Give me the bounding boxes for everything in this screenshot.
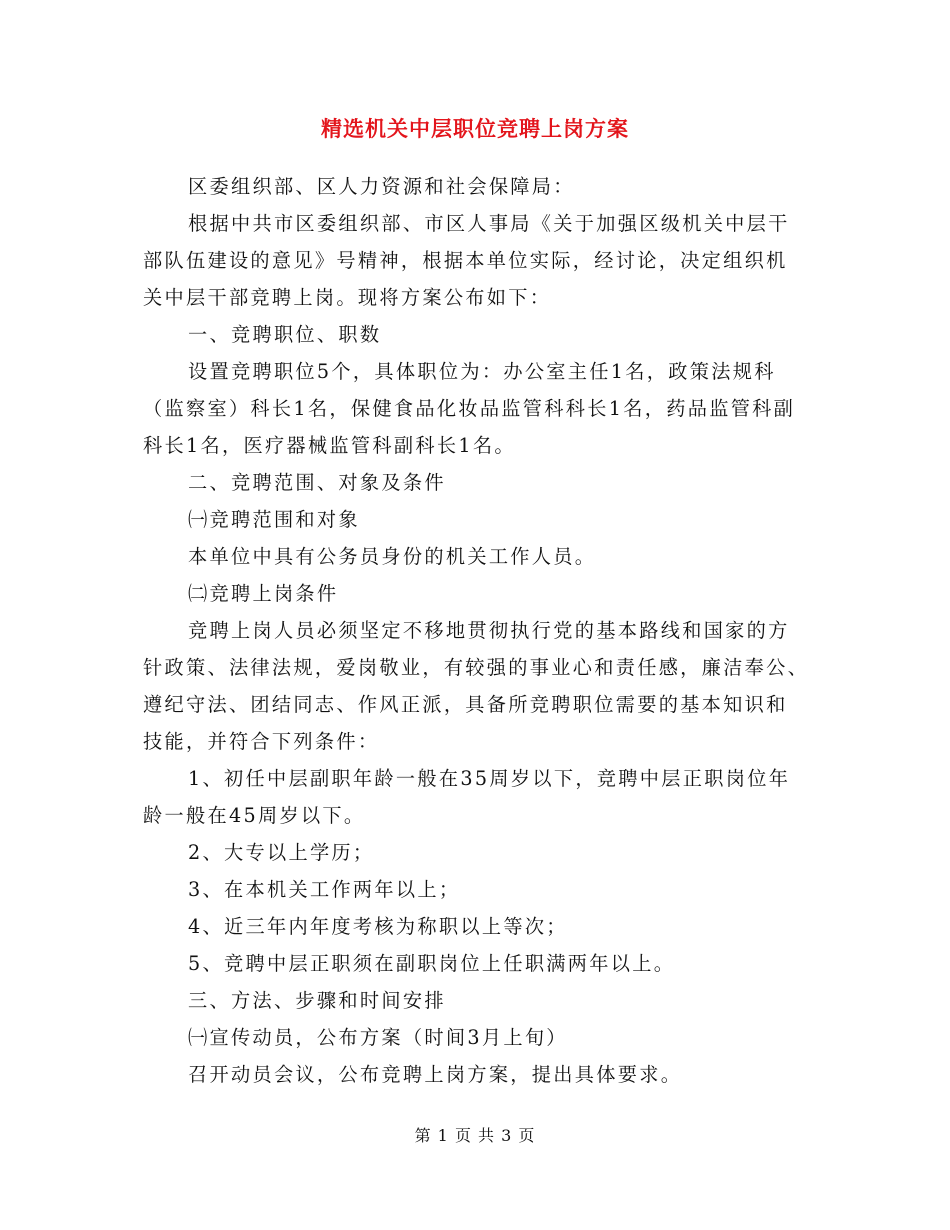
list-item: 1、初任中层副职年龄一般在35周岁以下，竞聘中层正职岗位年	[188, 767, 791, 790]
document-title: 精选机关中层职位竞聘上岗方案	[321, 116, 629, 141]
body-line: 科长1名，医疗器械监管科副科长1名。	[143, 434, 516, 457]
body-line: 技能，并符合下列条件：	[143, 730, 380, 753]
body-line: 召开动员会议，公布竞聘上岗方案，提出具体要求。	[188, 1063, 683, 1086]
document-body	[143, 168, 810, 1093]
body-line: 部队伍建设的意见》号精神，根据本单位实际，经讨论，决定组织机	[143, 249, 788, 272]
list-item: 3、在本机关工作两年以上；	[188, 878, 461, 901]
subsection-heading: ㈠宣传动员，公布方案（时间3月上旬）	[188, 1026, 568, 1049]
subsection-heading: ㈠竞聘范围和对象	[188, 508, 360, 531]
body-line: 竞聘上岗人员必须坚定不移地贯彻执行党的基本路线和国家的方	[188, 619, 790, 642]
body-line: 遵纪守法、团结同志、作风正派，具备所竞聘职位需要的基本知识和	[143, 693, 788, 716]
list-item: 2、大专以上学历；	[188, 841, 375, 864]
list-item: 4、近三年内年度考核为称职以上等次；	[188, 915, 568, 938]
body-line: 本单位中具有公务员身份的机关工作人员。	[188, 545, 597, 568]
section-heading: 三、方法、步骤和时间安排	[188, 989, 446, 1012]
body-line: 龄一般在45周岁以下。	[143, 804, 366, 827]
page-footer: 第 1 页 共 3 页	[414, 1126, 536, 1145]
body-line: 区委组织部、区人力资源和社会保障局：	[188, 175, 575, 198]
body-line: 根据中共市区委组织部、市区人事局《关于加强区级机关中层干	[188, 212, 790, 235]
body-line: 关中层干部竞聘上岗。现将方案公布如下：	[143, 286, 552, 309]
section-heading: 二、竞聘范围、对象及条件	[188, 471, 446, 494]
section-heading: 一、竞聘职位、职数	[188, 323, 382, 346]
subsection-heading: ㈡竞聘上岗条件	[188, 582, 339, 605]
list-item: 5、竞聘中层正职须在副职岗位上任职满两年以上。	[188, 952, 676, 975]
body-line: 设置竞聘职位5个，具体职位为：办公室主任1名，政策法规科	[188, 360, 776, 383]
body-line: 针政策、法律法规，爱岗敬业，有较强的事业心和责任感，廉洁奉公、	[143, 656, 810, 679]
body-line: （监察室）科长1名，保健食品化妆品监管科科长1名，药品监管科副	[143, 397, 796, 420]
